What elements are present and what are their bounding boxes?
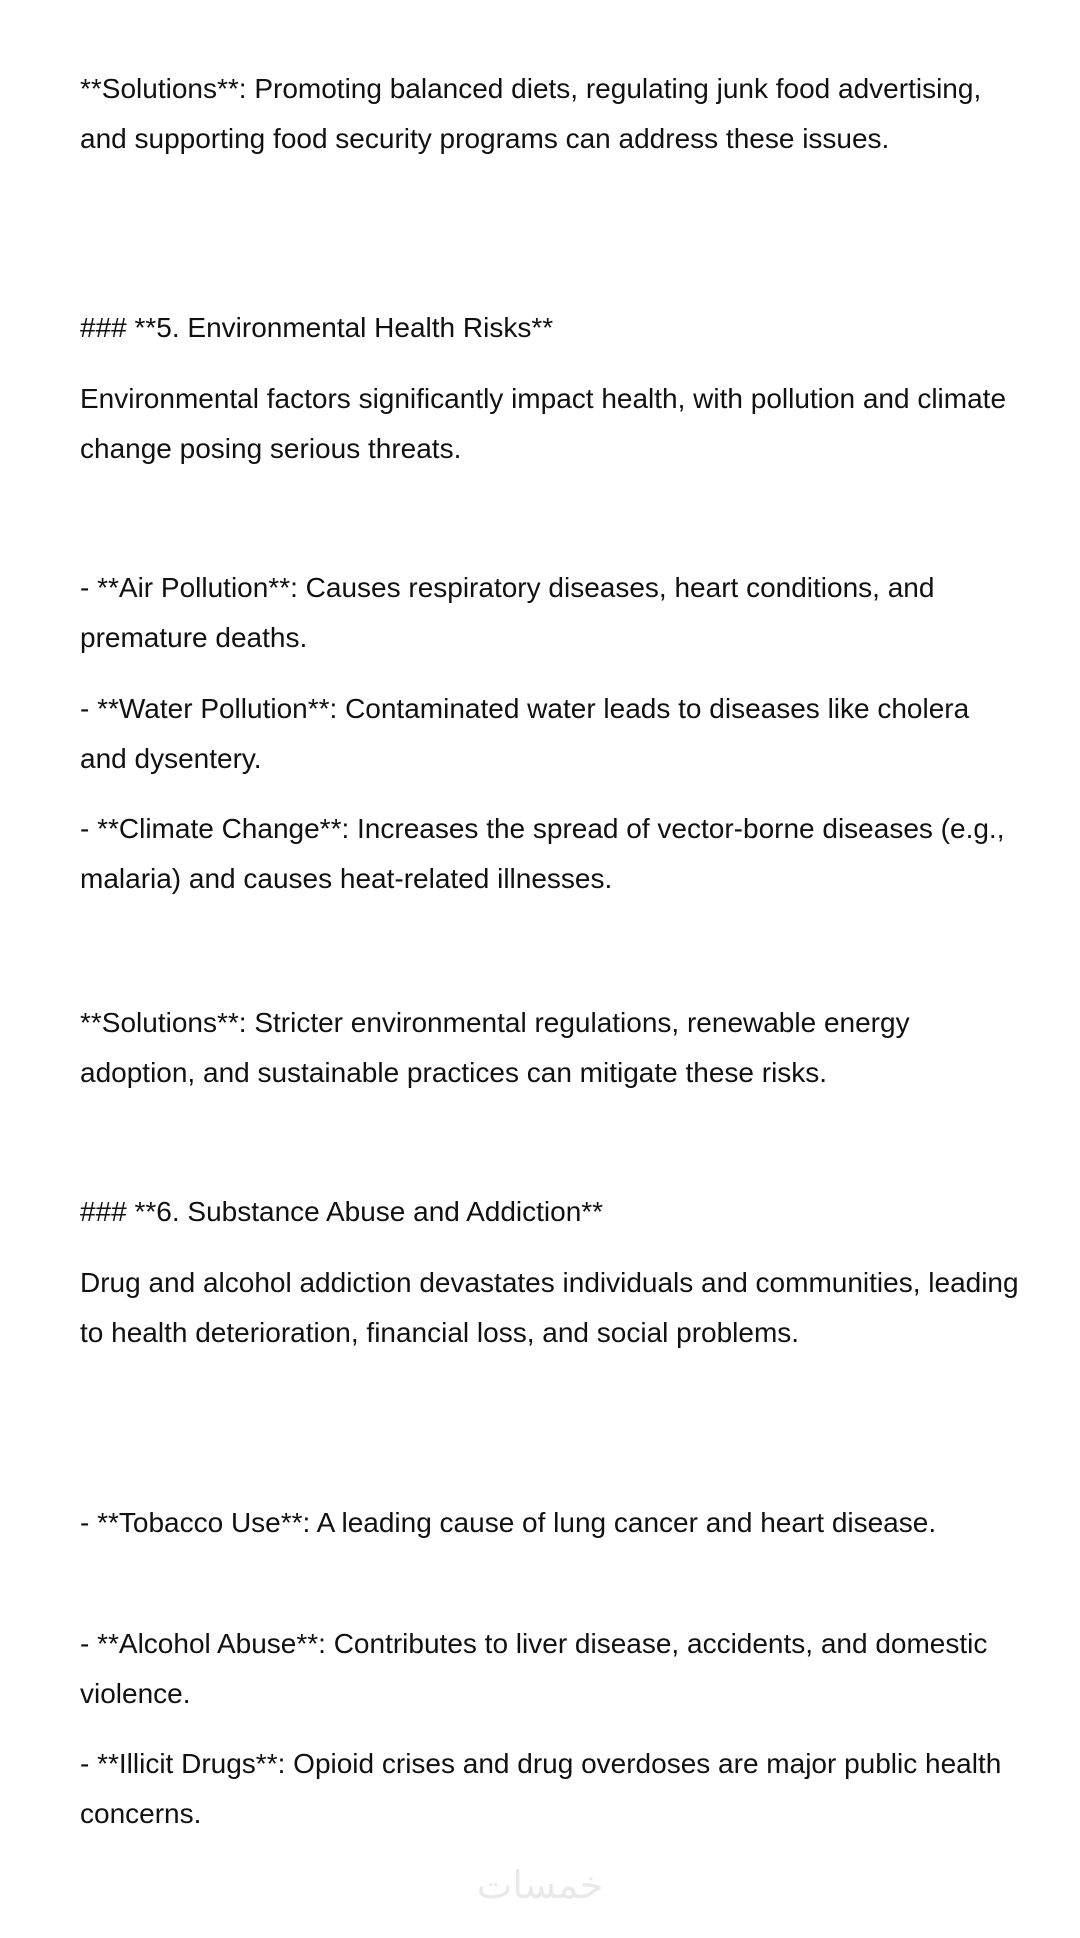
environmental-intro-paragraph: Environmental factors significantly impact health, with pollution and climate change posing serious threats. (80, 383, 1007, 464)
substance-intro-paragraph: Drug and alcohol addiction devastates individuals and communities, leading to health deterioration, financial loss, and social problems. (80, 1267, 1019, 1348)
solutions-paragraph-nutrition: **Solutions**: Promoting balanced diets, regulating junk food advertising, and supporting food security programs can address these issues. (80, 73, 982, 154)
section-heading-substance-abuse: ### **6. Substance Abuse and Addiction** (80, 1196, 604, 1227)
list-item-tobacco-use: - **Tobacco Use**: A leading cause of lung cancer and heart disease. (80, 1507, 937, 1538)
list-item-climate-change: - **Climate Change**: Increases the spread of vector-borne diseases (e.g., malaria) and causes heat-related illnesses. (80, 813, 1005, 894)
solutions-paragraph-environment: **Solutions**: Stricter environmental regulations, renewable energy adoption, and sustainable practices can mitigate these risks. (80, 1007, 910, 1088)
list-item-water-pollution: - **Water Pollution**: Contaminated water leads to diseases like cholera and dysentery. (80, 693, 970, 774)
list-item-alcohol-abuse: - **Alcohol Abuse**: Contributes to liver disease, accidents, and domestic violence. (80, 1628, 988, 1709)
watermark-logo: خمسات (476, 1863, 604, 1907)
list-item-air-pollution: - **Air Pollution**: Causes respiratory diseases, heart conditions, and premature deaths. (80, 572, 935, 653)
section-heading-environmental-health: ### **5. Environmental Health Risks** (80, 312, 554, 343)
list-item-illicit-drugs: - **Illicit Drugs**: Opioid crises and drug overdoses are major public health concerns. (80, 1748, 1002, 1829)
